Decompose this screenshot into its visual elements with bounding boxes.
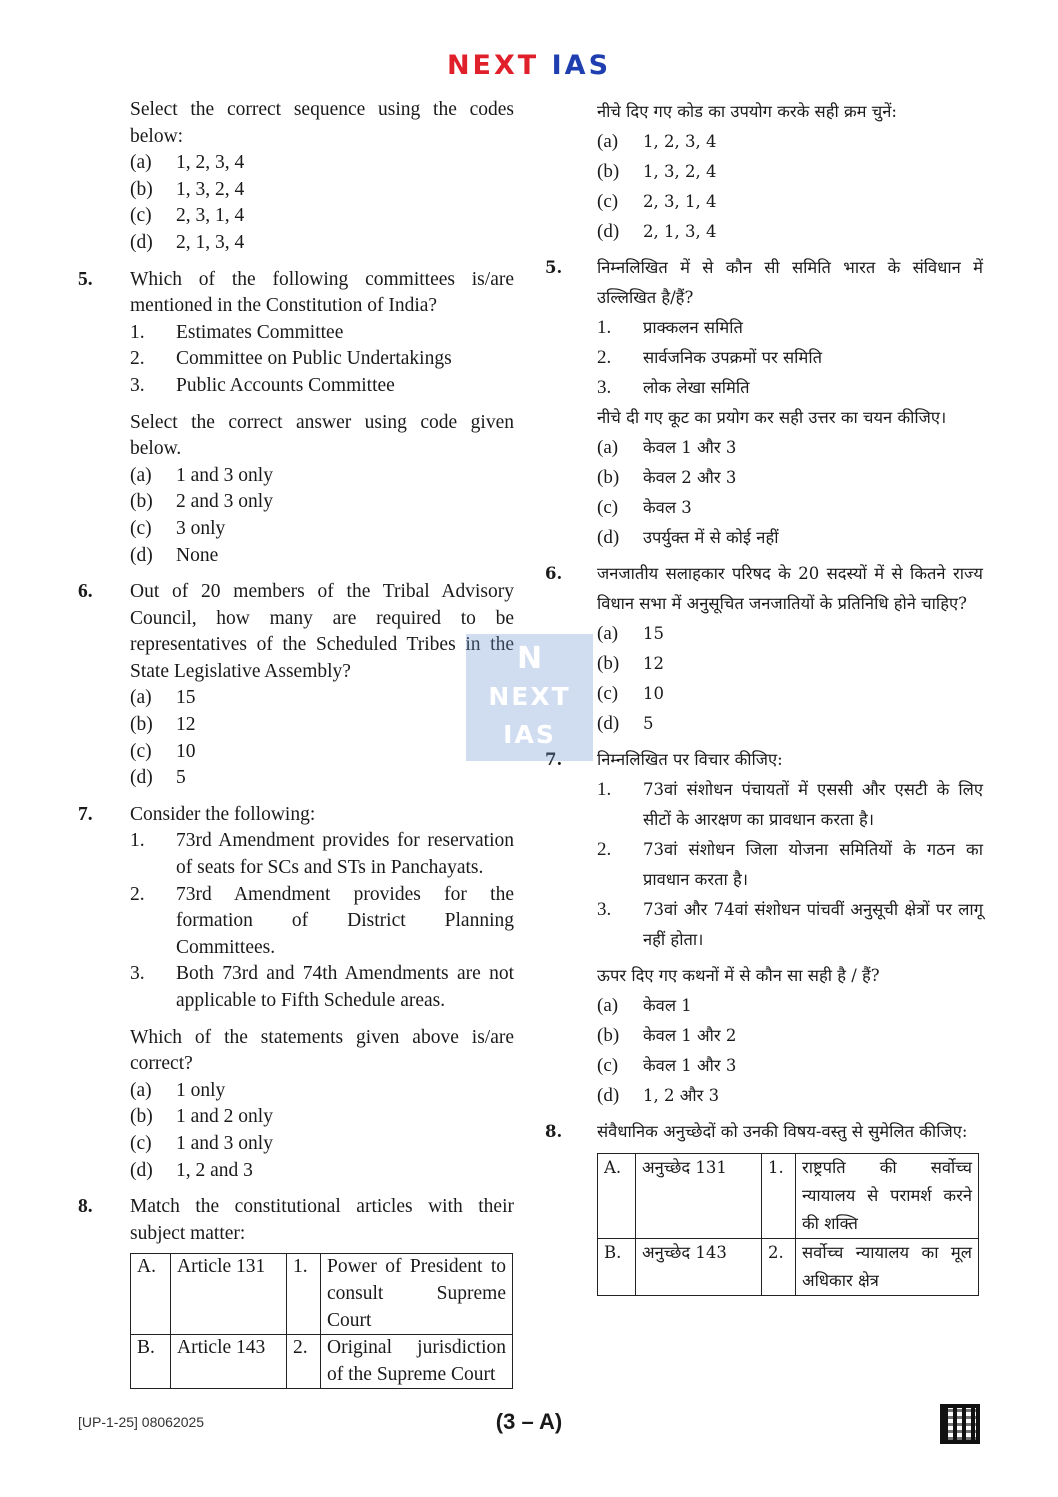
- option: (b) केवल 1 और 2: [597, 1025, 737, 1046]
- intro-options: [78, 150, 514, 256]
- option: (a) 1, 2, 3, 4: [130, 152, 245, 174]
- brand-logo-next: NEXT: [446, 50, 540, 81]
- table-row: B. अनुच्छेद 143 2. सर्वोच्च न्यायालय का मूल अधिकार क्षेत्र: [598, 1239, 979, 1296]
- option: (d) 2, 1, 3, 4: [597, 221, 717, 242]
- question-number: 7.: [78, 803, 93, 825]
- option: (b) 2 and 3 only: [130, 491, 273, 513]
- question-6: [545, 559, 983, 619]
- statement-item: 2. 73वां संशोधन जिला योजना समितियों के गठन का प्रावधान करता है।: [597, 839, 983, 889]
- intro-instruction: Select the correct sequence using the codes below:: [130, 99, 514, 147]
- question-number: 6.: [78, 581, 93, 603]
- answer-instruction: नीचे दी गए कूट का प्रयोग कर सही उत्तर का चयन कीजिए।: [597, 408, 947, 427]
- page-number: (3 – A): [495, 1409, 563, 1434]
- question-5: [78, 267, 514, 320]
- statement-item: 3. Both 73rd and 74th Amendments are not applicable to Fifth Schedule areas.: [130, 963, 514, 1011]
- statement-item: 3. Public Accounts Committee: [130, 374, 395, 396]
- table-row: A. Article 131 1. Power of President to consult Supreme Court: [131, 1254, 513, 1335]
- statement-item: 1. 73वां संशोधन पंचायतों में एससी और एसटी के लिए सीटों के आरक्षण का प्रावधान करता है।: [597, 779, 983, 829]
- option: (d) 1, 2 और 3: [597, 1085, 720, 1106]
- option: (d) None: [130, 544, 219, 566]
- question-number: 7.: [545, 750, 563, 769]
- question-7: [545, 745, 983, 775]
- question-8: [545, 1117, 983, 1147]
- brand-logo-ias: IAS: [551, 50, 612, 81]
- statement-item: 3. लोक लेखा समिति: [597, 377, 750, 398]
- statement-item: 1. Estimates Committee: [130, 321, 344, 343]
- question-7: [78, 802, 514, 829]
- statement-item: 3. 73वां और 74वां संशोधन पांचवीं अनुसूची क्षेत्रों पर लागू नहीं होता।: [597, 899, 983, 949]
- option: (b) 1, 3, 2, 4: [130, 178, 245, 200]
- match-table: [597, 1153, 979, 1296]
- option: (c) 2, 3, 1, 4: [130, 205, 245, 227]
- option: (a) केवल 1: [597, 995, 692, 1016]
- question-text: जनजातीय सलाहकार परिषद के 20 सदस्यों में से कितने राज्य विधान सभा में अनुसूचित जनजातियों के प्रतिनिधि होने चाहिए?: [597, 564, 983, 613]
- question-text: Out of 20 members of the Tribal Advisory Council, how many are required to be representatives of the Scheduled Tribes in the State Legislative Assembly?: [130, 581, 514, 682]
- table-row: B. Article 143 2. Original jurisdiction of the Supreme Court: [131, 1335, 513, 1389]
- table-row: A. अनुच्छेद 131 1. राष्ट्रपति की सर्वोच्च न्यायालय से परामर्श करने की शक्ति: [598, 1154, 979, 1239]
- option: (a) 15: [597, 623, 664, 644]
- option: (c) 2, 3, 1, 4: [597, 191, 717, 212]
- hindi-column: [545, 97, 983, 1296]
- question-text: Consider the following:: [130, 803, 316, 825]
- option: (a) 15: [130, 687, 196, 709]
- option: (b) 12: [597, 653, 664, 674]
- statement-item: 2. सार्वजनिक उपक्रमों पर समिति: [597, 347, 823, 368]
- option: (a) 1 and 3 only: [130, 464, 273, 486]
- brand-logo: [0, 50, 1058, 81]
- option: (c) 3 only: [130, 517, 226, 539]
- question-5: [545, 253, 983, 313]
- statement-item: 2. 73rd Amendment provides for the formation of District Planning Committees.: [130, 883, 514, 958]
- qr-code-icon: [940, 1404, 980, 1444]
- question-text: Match the constitutional articles with their subject matter:: [130, 1196, 514, 1244]
- option: (a) 1, 2, 3, 4: [597, 131, 717, 152]
- option: (b) केवल 2 और 3: [597, 467, 737, 488]
- question-text: संवैधानिक अनुच्छेदों को उनकी विषय-वस्तु से सुमेलित कीजिए:: [597, 1122, 968, 1141]
- question-text: निम्नलिखित में से कौन सी समिति भारत के संविधान में उल्लिखित है/हैं?: [597, 258, 983, 307]
- english-column: [78, 97, 514, 1389]
- option: (b) 12: [130, 714, 196, 736]
- question-number: 8.: [545, 1122, 563, 1141]
- statement-item: 1. प्राक्कलन समिति: [597, 317, 743, 338]
- option: (a) केवल 1 और 3: [597, 437, 737, 458]
- question-number: 8.: [78, 1196, 93, 1218]
- option: (c) 10: [130, 740, 196, 762]
- question-text: Which of the following committees is/are mentioned in the Constitution of India?: [130, 268, 514, 317]
- match-table: [130, 1253, 513, 1389]
- question-number: 5.: [78, 268, 93, 290]
- option: (c) 10: [597, 683, 664, 704]
- question-number: 5.: [545, 258, 563, 277]
- brand-watermark: N NEXT IAS: [466, 634, 593, 761]
- question-6: [78, 579, 514, 685]
- option: (a) 1 only: [130, 1079, 226, 1101]
- option: (b) 1 and 2 only: [130, 1106, 273, 1128]
- option: (d) 5: [597, 713, 654, 734]
- statement-item: 1. 73rd Amendment provides for reservation of seats for SCs and STs in Panchayats.: [130, 830, 514, 879]
- option: (d) 5: [130, 767, 186, 789]
- question-number: 6.: [545, 564, 563, 583]
- option: (d) 2, 1, 3, 4: [130, 231, 245, 253]
- option: (b) 1, 3, 2, 4: [597, 161, 717, 182]
- paper-code: [UP-1-25] 08062025: [78, 1414, 205, 1430]
- question-8: [78, 1194, 514, 1247]
- option: (d) 1, 2 and 3: [130, 1159, 253, 1181]
- option: (c) केवल 3: [597, 497, 692, 518]
- option: (c) केवल 1 और 3: [597, 1055, 737, 1076]
- answer-instruction: Select the correct answer using code given below.: [130, 411, 514, 460]
- question-text: निम्नलिखित पर विचार कीजिए:: [597, 750, 783, 769]
- answer-instruction: Which of the statements given above is/are correct?: [130, 1026, 514, 1075]
- option: (d) उपर्युक्त में से कोई नहीं: [597, 527, 779, 548]
- statement-item: 2. Committee on Public Undertakings: [130, 348, 452, 370]
- answer-instruction: ऊपर दिए गए कथनों में से कौन सा सही है / हैं?: [597, 966, 880, 985]
- option: (c) 1 and 3 only: [130, 1132, 273, 1154]
- intro-instruction: नीचे दिए गए कोड का उपयोग करके सही क्रम चुनें:: [597, 102, 897, 121]
